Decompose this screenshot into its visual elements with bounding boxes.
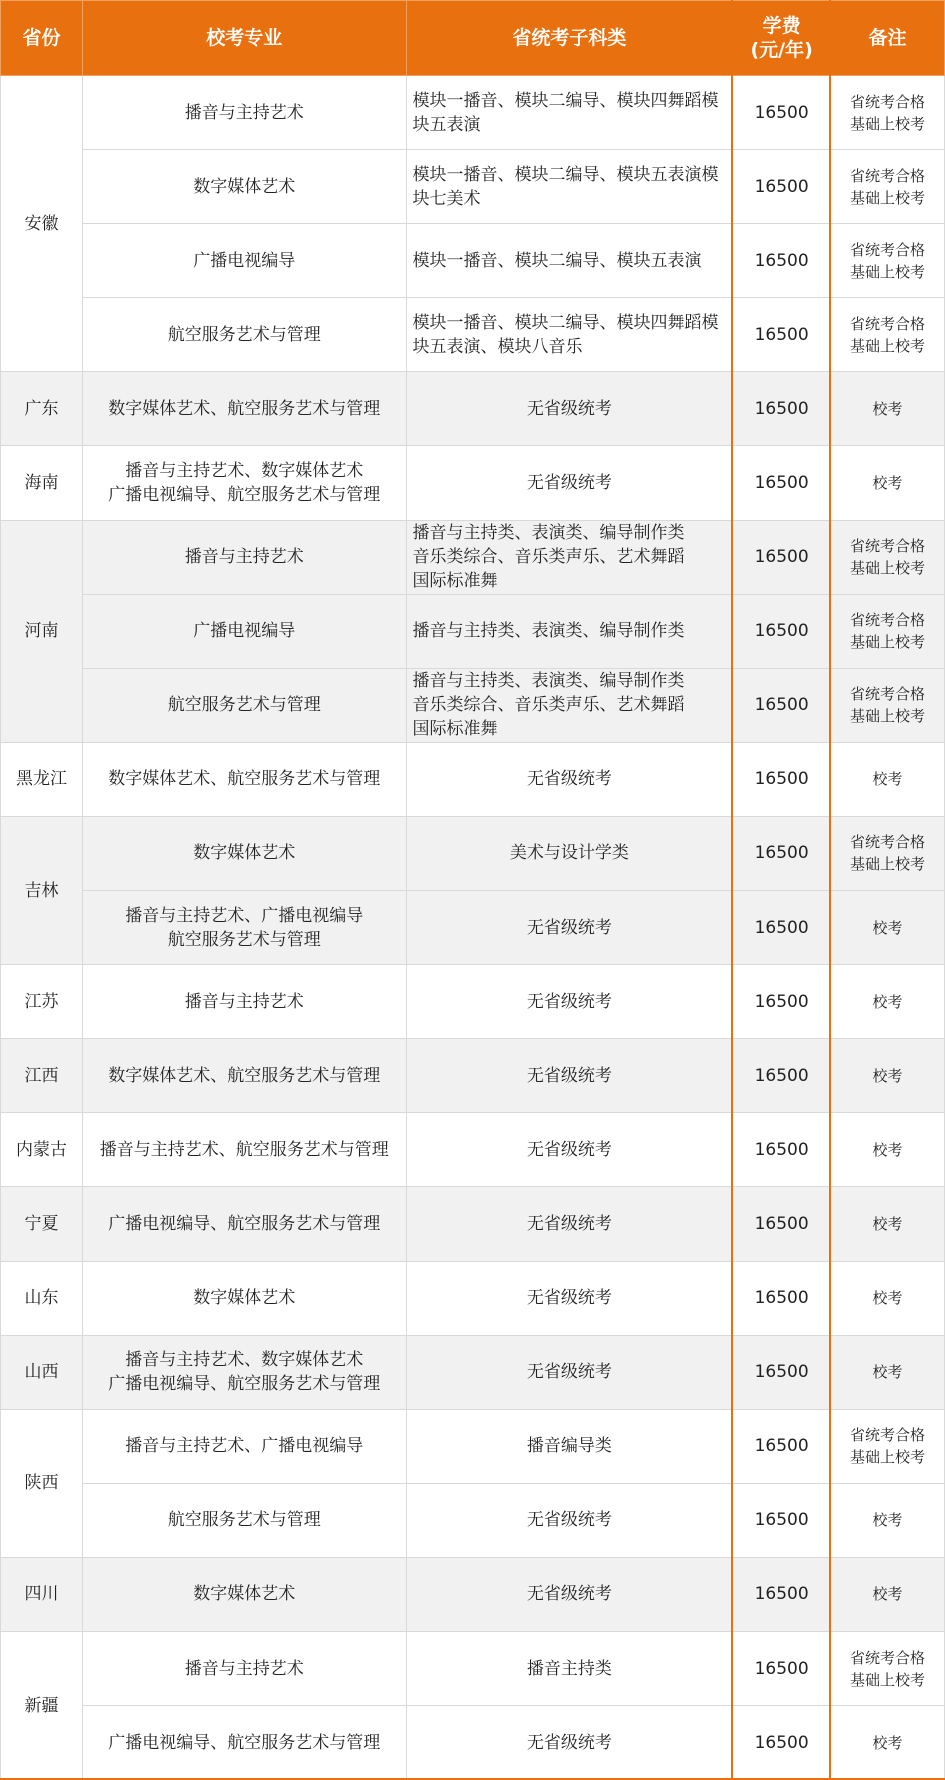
fee-cell: 16500 <box>733 1409 831 1483</box>
subject-cell: 无省级统考 <box>406 446 733 520</box>
header-note: 备注 <box>831 1 945 76</box>
major-cell: 数字媒体艺术、航空服务艺术与管理 <box>82 742 406 816</box>
subject-cell: 无省级统考 <box>406 742 733 816</box>
table-row <box>1 298 945 372</box>
table-row <box>1 1039 945 1113</box>
fee-column-left-rule <box>731 0 733 1780</box>
major-cell: 播音与主持艺术、数字媒体艺术 广播电视编导、航空服务艺术与管理 <box>82 1335 406 1409</box>
province-cell: 内蒙古 <box>1 1113 83 1187</box>
fee-cell: 16500 <box>733 891 831 965</box>
header-province: 省份 <box>1 1 83 76</box>
table-body <box>1 76 945 1780</box>
major-cell: 数字媒体艺术、航空服务艺术与管理 <box>82 1039 406 1113</box>
note-cell: 校考 <box>831 372 945 446</box>
table-row <box>1 150 945 224</box>
fee-cell: 16500 <box>733 816 831 890</box>
province-cell: 河南 <box>1 520 83 742</box>
fee-cell: 16500 <box>733 1557 831 1631</box>
fee-cell: 16500 <box>733 372 831 446</box>
subject-cell: 播音与主持类、表演类、编导制作类 <box>406 594 733 668</box>
table-row <box>1 1261 945 1335</box>
note-cell: 省统考合格 基础上校考 <box>831 668 945 742</box>
table-row <box>1 1557 945 1631</box>
fee-cell: 16500 <box>733 1187 831 1261</box>
fee-cell: 16500 <box>733 668 831 742</box>
subject-cell: 无省级统考 <box>406 1113 733 1187</box>
province-cell: 江西 <box>1 1039 83 1113</box>
note-cell: 校考 <box>831 1039 945 1113</box>
major-cell: 播音与主持艺术 <box>82 965 406 1039</box>
fee-cell: 16500 <box>733 150 831 224</box>
note-cell: 校考 <box>831 1706 945 1780</box>
fee-cell: 16500 <box>733 1113 831 1187</box>
subject-cell: 播音主持类 <box>406 1631 733 1705</box>
fee-cell: 16500 <box>733 1483 831 1557</box>
fee-cell: 16500 <box>733 965 831 1039</box>
note-cell: 省统考合格 基础上校考 <box>831 224 945 298</box>
fee-cell: 16500 <box>733 76 831 150</box>
note-cell: 省统考合格 基础上校考 <box>831 1631 945 1705</box>
major-cell: 数字媒体艺术 <box>82 1261 406 1335</box>
fee-cell: 16500 <box>733 1706 831 1780</box>
fee-cell: 16500 <box>733 1039 831 1113</box>
major-cell: 播音与主持艺术、航空服务艺术与管理 <box>82 1113 406 1187</box>
major-cell: 播音与主持艺术、广播电视编导 航空服务艺术与管理 <box>82 891 406 965</box>
note-cell: 省统考合格 基础上校考 <box>831 1409 945 1483</box>
major-cell: 播音与主持艺术、数字媒体艺术 广播电视编导、航空服务艺术与管理 <box>82 446 406 520</box>
subject-cell: 模块一播音、模块二编导、模块四舞蹈模 块五表演 <box>406 76 733 150</box>
table-row <box>1 1113 945 1187</box>
major-cell: 播音与主持艺术 <box>82 520 406 594</box>
subject-cell: 播音编导类 <box>406 1409 733 1483</box>
table-row <box>1 816 945 890</box>
fee-cell: 16500 <box>733 594 831 668</box>
subject-cell: 模块一播音、模块二编导、模块四舞蹈模 块五表演、模块八音乐 <box>406 298 733 372</box>
table-row <box>1 594 945 668</box>
province-cell: 山东 <box>1 1261 83 1335</box>
subject-cell: 无省级统考 <box>406 1039 733 1113</box>
province-cell: 吉林 <box>1 816 83 964</box>
province-cell: 四川 <box>1 1557 83 1631</box>
major-cell: 数字媒体艺术 <box>82 1557 406 1631</box>
table-row <box>1 1335 945 1409</box>
subject-cell: 无省级统考 <box>406 891 733 965</box>
table-row <box>1 1187 945 1261</box>
table-row <box>1 76 945 150</box>
subject-cell: 模块一播音、模块二编导、模块五表演 <box>406 224 733 298</box>
note-cell: 省统考合格 基础上校考 <box>831 816 945 890</box>
subject-cell: 美术与设计学类 <box>406 816 733 890</box>
table-row <box>1 891 945 965</box>
table-row <box>1 742 945 816</box>
table-row <box>1 520 945 594</box>
subject-cell: 无省级统考 <box>406 1261 733 1335</box>
major-cell: 广播电视编导、航空服务艺术与管理 <box>82 1706 406 1780</box>
province-cell: 陕西 <box>1 1409 83 1557</box>
major-cell: 航空服务艺术与管理 <box>82 298 406 372</box>
table-row <box>1 224 945 298</box>
subject-cell: 无省级统考 <box>406 1706 733 1780</box>
header-major: 校考专业 <box>82 1 406 76</box>
major-cell: 数字媒体艺术、航空服务艺术与管理 <box>82 372 406 446</box>
note-cell: 省统考合格 基础上校考 <box>831 298 945 372</box>
major-cell: 数字媒体艺术 <box>82 150 406 224</box>
province-cell: 山西 <box>1 1335 83 1409</box>
header-subject: 省统考子科类 <box>406 1 733 76</box>
province-cell: 宁夏 <box>1 1187 83 1261</box>
subject-cell: 无省级统考 <box>406 1335 733 1409</box>
fee-cell: 16500 <box>733 742 831 816</box>
major-cell: 播音与主持艺术 <box>82 1631 406 1705</box>
table-row <box>1 372 945 446</box>
note-cell: 校考 <box>831 891 945 965</box>
major-cell: 航空服务艺术与管理 <box>82 1483 406 1557</box>
major-cell: 播音与主持艺术、广播电视编导 <box>82 1409 406 1483</box>
note-cell: 校考 <box>831 446 945 520</box>
table-row <box>1 1706 945 1780</box>
note-cell: 省统考合格 基础上校考 <box>831 520 945 594</box>
table-row <box>1 1483 945 1557</box>
note-cell: 校考 <box>831 1483 945 1557</box>
fee-cell: 16500 <box>733 224 831 298</box>
major-cell: 播音与主持艺术 <box>82 76 406 150</box>
major-cell: 广播电视编导、航空服务艺术与管理 <box>82 1187 406 1261</box>
province-cell: 新疆 <box>1 1631 83 1779</box>
fee-cell: 16500 <box>733 520 831 594</box>
subject-cell: 播音与主持类、表演类、编导制作类 音乐类综合、音乐类声乐、艺术舞蹈 国际标准舞 <box>406 668 733 742</box>
major-cell: 广播电视编导 <box>82 224 406 298</box>
header-fee: 学费 (元/年) <box>733 1 831 76</box>
province-cell: 海南 <box>1 446 83 520</box>
note-cell: 省统考合格 基础上校考 <box>831 150 945 224</box>
fee-cell: 16500 <box>733 1335 831 1409</box>
fee-cell: 16500 <box>733 298 831 372</box>
province-cell: 黑龙江 <box>1 742 83 816</box>
subject-cell: 无省级统考 <box>406 1187 733 1261</box>
note-cell: 省统考合格 基础上校考 <box>831 76 945 150</box>
major-cell: 航空服务艺术与管理 <box>82 668 406 742</box>
subject-cell: 播音与主持类、表演类、编导制作类 音乐类综合、音乐类声乐、艺术舞蹈 国际标准舞 <box>406 520 733 594</box>
table-row <box>1 1631 945 1705</box>
note-cell: 校考 <box>831 965 945 1039</box>
table-row <box>1 668 945 742</box>
table-row <box>1 965 945 1039</box>
fee-column-right-rule <box>829 0 831 1780</box>
province-cell: 江苏 <box>1 965 83 1039</box>
subject-cell: 无省级统考 <box>406 1483 733 1557</box>
table-row <box>1 1409 945 1483</box>
note-cell: 校考 <box>831 1113 945 1187</box>
province-cell: 安徽 <box>1 76 83 372</box>
fee-cell: 16500 <box>733 1631 831 1705</box>
major-cell: 广播电视编导 <box>82 594 406 668</box>
subject-cell: 无省级统考 <box>406 965 733 1039</box>
major-cell: 数字媒体艺术 <box>82 816 406 890</box>
note-cell: 校考 <box>831 1557 945 1631</box>
fee-cell: 16500 <box>733 446 831 520</box>
subject-cell: 无省级统考 <box>406 372 733 446</box>
subject-cell: 无省级统考 <box>406 1557 733 1631</box>
note-cell: 校考 <box>831 1261 945 1335</box>
note-cell: 省统考合格 基础上校考 <box>831 594 945 668</box>
subject-cell: 模块一播音、模块二编导、模块五表演模 块七美术 <box>406 150 733 224</box>
note-cell: 校考 <box>831 1187 945 1261</box>
table-header-row <box>1 1 945 76</box>
note-cell: 校考 <box>831 1335 945 1409</box>
table-row <box>1 446 945 520</box>
fee-cell: 16500 <box>733 1261 831 1335</box>
province-cell: 广东 <box>1 372 83 446</box>
note-cell: 校考 <box>831 742 945 816</box>
